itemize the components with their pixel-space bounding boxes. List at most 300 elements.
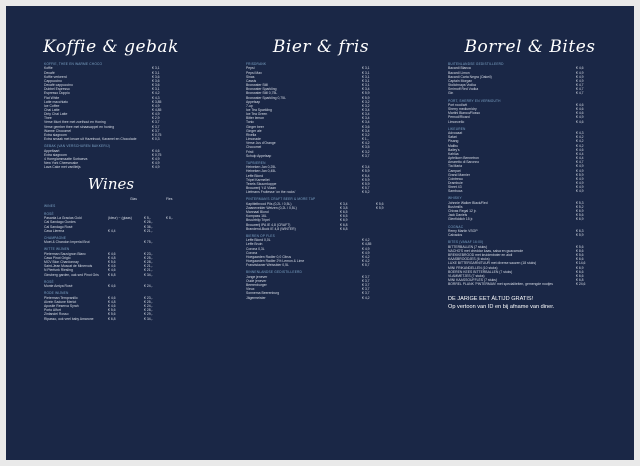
item-price: € 4,6 bbox=[108, 295, 116, 300]
item-name: VLAMMETJES (7 stuks) bbox=[448, 273, 485, 278]
section-heading: PINTERMAN'S CRAFT BEER & MORE TAP bbox=[246, 197, 316, 202]
item-name: Kapittelbrood Pils (0,2L / 0,5L) bbox=[246, 201, 292, 206]
item-name: Latte macchiato bbox=[44, 99, 68, 104]
item-price: € 6,8 bbox=[576, 278, 584, 282]
section-heading: GEBAK (VAN VERSCHUREN BAKKERIJ) bbox=[44, 144, 111, 149]
bier-title: Bier & fris bbox=[272, 37, 370, 57]
wines-col-fles: Fles bbox=[166, 197, 173, 202]
item-price: € 4,2 bbox=[362, 141, 370, 146]
item-price: € 5,6 bbox=[576, 253, 584, 258]
item-name: 7-up bbox=[246, 103, 253, 108]
item-name: Jack Daniels bbox=[448, 213, 468, 218]
item-name: Advocaat bbox=[448, 131, 463, 136]
item-price: € 6,8 bbox=[340, 222, 348, 227]
item-price: € 4,4 bbox=[576, 156, 584, 161]
menu-item-row bbox=[246, 227, 398, 231]
item-name: Jonge jenever bbox=[246, 274, 268, 279]
item-price: € 4,85 bbox=[362, 242, 372, 247]
item-name: Corona bbox=[246, 250, 258, 255]
item-price: € 25,- bbox=[144, 299, 153, 304]
item-price: € 4,6 bbox=[108, 264, 116, 269]
menu-item-row bbox=[246, 154, 398, 158]
item-name: New York Cheesecake bbox=[44, 161, 79, 166]
item-name: Campari bbox=[448, 168, 461, 173]
item-price: € 3,1 bbox=[152, 66, 160, 71]
item-name: Martini Bianco/Rosso bbox=[448, 111, 481, 116]
item-price: € 4,8 bbox=[108, 299, 116, 304]
item-name: Ice Coffee bbox=[44, 103, 60, 108]
item-price: € 4,2 bbox=[152, 91, 160, 96]
item-name: Calvados bbox=[448, 233, 463, 238]
item-name: Zinfandel Rosso bbox=[44, 312, 69, 317]
menu-item-row bbox=[44, 284, 188, 288]
item-name: Warme Chocomel bbox=[44, 128, 72, 133]
item-price: € 4,9 bbox=[152, 103, 160, 108]
item-name: Cassis bbox=[246, 78, 257, 83]
item-name: Hoegaarden Radler 2% Lemon & Lime bbox=[246, 259, 305, 264]
item-price: € 4,85 bbox=[152, 107, 162, 112]
item-price: € 4,9 bbox=[362, 250, 370, 255]
item-price: € 1,- bbox=[362, 137, 369, 142]
item-name: Bruulrtrilp Tripel bbox=[246, 218, 270, 223]
item-name: Bacardi Carta Negra (Oakeil) bbox=[448, 74, 492, 79]
item-name: BORREL PLANK 'PINTERMAN' met specialiteiten, gemengde nootjes bbox=[448, 282, 554, 287]
item-name: MCV Bion Chardonnay bbox=[44, 260, 79, 265]
item-price bbox=[166, 229, 188, 233]
item-price: € 75,- bbox=[144, 240, 153, 245]
item-price: € 5,9 bbox=[576, 172, 584, 177]
item-price: € 5,2 bbox=[362, 190, 370, 195]
item-name: 4 Horeglammaatte Sorbaeva bbox=[44, 156, 88, 161]
item-price: € 4,2 bbox=[576, 139, 584, 144]
column-koffie bbox=[6, 6, 216, 460]
item-name: Brouwerij IPA IE 4,8 (CRAFT) bbox=[246, 222, 291, 227]
item-name: Bronwater Still 0,75L bbox=[246, 91, 278, 96]
item-name: Monte Amiya Rosé bbox=[44, 284, 73, 289]
item-price: € 6,9 bbox=[576, 265, 584, 270]
item-name: N Pierfunk Riesling bbox=[44, 268, 73, 273]
item-price: (kleur) ~ (glaas) bbox=[108, 216, 132, 221]
item-price: € 4,7 bbox=[576, 160, 584, 165]
item-name: Smirnoff Red Vodka bbox=[448, 87, 479, 92]
menu-item-row bbox=[44, 240, 188, 244]
promo bbox=[426, 295, 634, 311]
section-heading: WHISKY bbox=[448, 196, 462, 201]
koffie-title: Koffie & gebak bbox=[43, 37, 179, 57]
item-name: Heineken Jan 0,45L bbox=[246, 169, 277, 174]
item-name: KAASBROODJES (6 stuks) bbox=[448, 257, 490, 262]
item-name: Drambuie bbox=[448, 180, 463, 185]
item-price bbox=[376, 227, 398, 231]
item-name: Limonade bbox=[246, 137, 261, 142]
bier-list bbox=[216, 62, 426, 300]
item-price: € 6,3 bbox=[576, 229, 584, 234]
item-name: Alvein Sadune Merlot bbox=[44, 299, 77, 304]
item-name: Tia Maria bbox=[448, 164, 463, 169]
item-price: € 3,1 bbox=[362, 83, 370, 88]
item-price: € 3,7 bbox=[362, 287, 370, 292]
item-price: € 4,9 bbox=[362, 246, 370, 251]
item-price: € 4,9 bbox=[576, 164, 584, 169]
item-price: € 4,9 bbox=[576, 180, 584, 185]
item-price: € 4,9 bbox=[152, 165, 160, 170]
item-name: Cappuccino bbox=[44, 78, 62, 83]
item-price: € 5,9 bbox=[576, 233, 584, 238]
item-name: Bronwater Still bbox=[246, 83, 268, 88]
item-name: Saint-Jean Muscat de Minervois bbox=[44, 264, 93, 269]
item-price: € 3,2 bbox=[362, 103, 370, 108]
item-name: Stolichnaya Vodka bbox=[448, 83, 476, 88]
column-bier bbox=[216, 6, 426, 460]
item-price: € 4,3 bbox=[576, 131, 584, 136]
item-price: € 3,1 bbox=[362, 66, 370, 71]
item-name: Apostle Reserva Syrah bbox=[44, 304, 79, 309]
item-price: € 3,6 bbox=[152, 78, 160, 83]
item-name: Thee bbox=[44, 116, 52, 121]
item-name: Vieux bbox=[246, 287, 255, 292]
item-price: € 34,- bbox=[144, 272, 153, 277]
item-name: Bailey's bbox=[448, 147, 460, 152]
item-price: € 3,7 bbox=[152, 128, 160, 133]
wines-title: Wines bbox=[87, 175, 135, 194]
item-price: € 4,2 bbox=[362, 238, 370, 243]
item-name: Jägermeister bbox=[246, 295, 266, 300]
menu-item-row bbox=[448, 233, 612, 237]
item-price: € 5,6 bbox=[376, 201, 384, 206]
item-price: € 3,5 bbox=[362, 145, 370, 150]
item-name: Dirty Chai Latte bbox=[44, 112, 68, 117]
item-name: Ginger ale bbox=[246, 128, 262, 133]
item-price: € 4,6 bbox=[108, 304, 116, 309]
item-name: Chivas Regal 12 jr. bbox=[448, 209, 477, 214]
menu-item-row bbox=[448, 91, 612, 95]
item-name: Safari bbox=[448, 135, 457, 140]
section-heading: BINNENLANDSE GEDISTILLEERD bbox=[246, 270, 303, 275]
menu-item-row bbox=[246, 263, 398, 267]
item-name: BREKKEBROOD met kruidenboter en aioli bbox=[448, 253, 513, 258]
item-name: Apfelkorn Bennetron bbox=[448, 156, 479, 161]
section-heading: PORT, SHERRY EN VERMOUTH bbox=[448, 98, 501, 103]
item-name: Schulp Appelsap bbox=[246, 153, 272, 158]
item-price: € 4,7 bbox=[576, 91, 584, 96]
item-price: € 0,3 bbox=[152, 137, 160, 142]
item-price: € 5,6 bbox=[108, 312, 116, 317]
item-price: € 25,- bbox=[144, 255, 153, 260]
item-price: € 29,- bbox=[144, 312, 153, 317]
item-name: Pieterman Sauvignon Blanc bbox=[44, 251, 86, 256]
item-price: € 4,8 bbox=[108, 255, 116, 260]
item-name: BITTERBALLEN (7 stuks) bbox=[448, 244, 488, 249]
item-price: € 5,6 bbox=[576, 213, 584, 218]
item-price: € 4,9 bbox=[576, 168, 584, 173]
item-name: Tonic bbox=[246, 120, 254, 125]
item-name: Sherry medium/dry bbox=[448, 107, 477, 112]
item-price: € 3,7 bbox=[362, 278, 370, 283]
item-name: Sinas bbox=[246, 74, 255, 79]
menu-item-row bbox=[44, 229, 188, 233]
menu-item-row bbox=[246, 296, 398, 300]
item-price: € 3,4 bbox=[340, 201, 348, 206]
item-name: Espresso Doppio bbox=[44, 91, 70, 96]
item-name: Liefmans Fruitesse 'on the rocks' bbox=[246, 190, 296, 195]
item-name: Flat White bbox=[44, 95, 60, 100]
item-price: € 3,1 bbox=[152, 87, 160, 92]
item-price: € 5,7 bbox=[362, 186, 370, 191]
item-price: € 4,6 bbox=[576, 66, 584, 71]
item-name: Port rood/wit bbox=[448, 102, 468, 107]
item-name: Corona 0,3L bbox=[246, 246, 265, 251]
item-name: Decafé cappuccino bbox=[44, 83, 73, 88]
item-price: € 8,- bbox=[166, 216, 173, 221]
section-heading: LIKEUREN bbox=[448, 126, 466, 131]
item-price: € 3,4 bbox=[362, 128, 370, 133]
menu-sheet bbox=[6, 6, 634, 460]
item-price: € 4,7 bbox=[576, 87, 584, 92]
wines-header bbox=[44, 197, 188, 201]
item-price: € 3,2 bbox=[362, 99, 370, 104]
item-name: Verse Jus d'Orange bbox=[246, 141, 276, 146]
promo-line-2: Op vertoon van ID en bij afname van diner. bbox=[448, 304, 555, 311]
item-name: Grand Marnier bbox=[448, 172, 470, 177]
section-heading: BIEREN OP FLES bbox=[246, 233, 275, 238]
item-name: Pepsi Max bbox=[246, 70, 262, 75]
item-price: € 3,2 bbox=[362, 132, 370, 137]
item-price: € 8,6 bbox=[576, 248, 584, 253]
item-price: € 14,6 bbox=[576, 261, 586, 266]
item-price: € 0,75 bbox=[152, 152, 162, 157]
item-price bbox=[166, 273, 188, 277]
item-name: Leffe Bruin bbox=[246, 242, 263, 247]
section-heading: TAPBIEREN bbox=[246, 160, 266, 165]
item-price: € 4,3 bbox=[152, 95, 160, 100]
item-price: € 4,2 bbox=[362, 254, 370, 259]
item-name: Gin bbox=[448, 91, 454, 96]
menu-item-row bbox=[44, 137, 188, 141]
section-heading: ROSÉ bbox=[44, 279, 54, 284]
item-name: Sheet 43 bbox=[448, 185, 462, 190]
item-name: Ice Tea Sparkling bbox=[246, 107, 272, 112]
item-price: € 4,6 bbox=[576, 102, 584, 107]
item-price: € 3,4 bbox=[362, 107, 370, 112]
item-name: Leffe Blond 0,0L bbox=[246, 238, 271, 243]
section-heading: CHAMPAGNE bbox=[44, 235, 67, 240]
item-price: € 3,7 bbox=[362, 283, 370, 288]
item-name: Remy Martin VSOP bbox=[448, 229, 478, 234]
item-name: Malibu bbox=[448, 143, 458, 148]
menu-item-row bbox=[246, 190, 398, 194]
item-price: € 3,1 bbox=[152, 70, 160, 75]
item-name: Franziskaner Weissbier 0,5L bbox=[246, 263, 289, 268]
item-price: € 24,- bbox=[144, 284, 153, 289]
item-name: MINI FRIKANDELLEN (10 stuks) bbox=[448, 265, 498, 270]
item-price: € 4,9 bbox=[576, 185, 584, 190]
item-price: € 4,9 bbox=[152, 156, 160, 161]
borrel-list bbox=[426, 62, 634, 286]
item-price: € 36,- bbox=[144, 224, 153, 229]
item-name: Cointreau bbox=[448, 176, 463, 181]
item-price: € 3,1 bbox=[362, 70, 370, 75]
menu-item-row bbox=[448, 217, 612, 221]
item-name: Extra slagroom bbox=[44, 152, 67, 157]
item-name: Kompass 16L bbox=[246, 214, 267, 219]
item-price bbox=[166, 240, 188, 244]
item-name: Lava Cake met vanilleijs bbox=[44, 165, 81, 170]
item-name: Captain Morgan bbox=[448, 78, 473, 83]
item-price: € 23,- bbox=[144, 251, 153, 256]
item-name: Pepsi bbox=[246, 66, 255, 71]
item-price: € 5,9 bbox=[362, 181, 370, 186]
section-heading: BITES (VANAF 16:00) bbox=[448, 240, 484, 245]
item-price: € 5,7 bbox=[362, 263, 370, 268]
item-price: € 6,8 bbox=[108, 272, 116, 277]
item-price: € 4,2 bbox=[576, 143, 584, 148]
item-name: Sonnema Beerenburg bbox=[246, 291, 280, 296]
item-price: € 3,4 bbox=[362, 87, 370, 92]
item-name: Ripasso, ook veel baby Amarone bbox=[44, 316, 94, 321]
item-price: € 6,8 bbox=[340, 226, 348, 231]
item-price: € 4,9 bbox=[576, 189, 584, 194]
item-name: Bacardi Limon bbox=[448, 70, 470, 75]
item-price: € 3,4 bbox=[362, 112, 370, 117]
promo-line-1: DE JARIGE EET ÁLTIJD GRATIS! bbox=[448, 296, 534, 303]
item-price: € 4,6 bbox=[108, 284, 116, 289]
item-name: Dubbel Espresso bbox=[44, 87, 70, 92]
item-price: € 5,9 bbox=[362, 169, 370, 174]
item-name: Heineken Jan 0,25L bbox=[246, 165, 277, 170]
item-price: € 5,4 bbox=[362, 173, 370, 178]
item-name: Pisang bbox=[448, 139, 459, 144]
item-name: Appeltaart bbox=[44, 148, 60, 153]
item-price: € 4,9 bbox=[576, 70, 584, 75]
item-price: € 4,6 bbox=[576, 119, 584, 124]
item-name: Appelsap bbox=[246, 99, 261, 104]
item-price: € 3,1 bbox=[362, 74, 370, 79]
item-name: Limoncello bbox=[448, 119, 465, 124]
item-price: € 5,9 bbox=[362, 177, 370, 182]
item-name: MINI KAASSOUFFLÉS (7 stuks) bbox=[448, 278, 497, 282]
item-price: € 3,1 bbox=[362, 78, 370, 83]
item-price: € 4,9 bbox=[152, 161, 160, 166]
item-price bbox=[108, 240, 144, 244]
section-heading: BUITENLANDSE GEDISTILLEERD bbox=[448, 62, 504, 66]
item-name: Extra slagroom bbox=[44, 132, 67, 137]
item-price: € 28,- bbox=[144, 260, 153, 265]
item-price: € 4,4 bbox=[576, 151, 584, 156]
item-name: Decafé bbox=[44, 70, 55, 75]
item-name: Porto Alfort bbox=[44, 308, 61, 313]
item-price: € 24,6 bbox=[576, 282, 586, 287]
item-name: Kahlúa bbox=[448, 151, 459, 156]
item-price bbox=[166, 284, 188, 288]
section-heading: FRISDRANK bbox=[246, 62, 267, 66]
item-price: € 26,- bbox=[144, 220, 153, 225]
item-price: € 2,9 bbox=[152, 116, 160, 121]
item-price: € 5,9 bbox=[362, 95, 370, 100]
item-price: € 5,9 bbox=[376, 205, 384, 210]
item-name: Bacardi Blanca bbox=[448, 66, 471, 71]
item-name: Moet & Chandon Imperial Brut bbox=[44, 240, 90, 245]
wines-col-glas: Glas bbox=[130, 197, 137, 202]
borrel-title: Borrel & Bites bbox=[464, 37, 596, 57]
item-name: Cal Sandago Gurdes bbox=[44, 220, 76, 225]
item-price: € 4,6 bbox=[576, 147, 584, 152]
column-borrel bbox=[426, 6, 634, 460]
item-price: € 4,9 bbox=[576, 115, 584, 120]
section-heading: COGNAC bbox=[448, 224, 464, 229]
item-name: Beerenburger bbox=[246, 283, 267, 288]
item-price: € 21,- bbox=[144, 264, 153, 269]
item-name: Pieterman Tempranillo bbox=[44, 295, 78, 300]
item-price: € 21,- bbox=[144, 268, 153, 273]
item-name: Extra smaak met keuze uit Hazelnoot, Karamel en Chocolade bbox=[44, 137, 137, 142]
item-price: € 4,2 bbox=[362, 295, 370, 300]
item-price: € 3,4 bbox=[362, 165, 370, 170]
item-price: € 6,9 bbox=[576, 217, 584, 222]
item-price: € 5,6 bbox=[108, 260, 116, 265]
item-price: € 6,8 bbox=[108, 316, 116, 321]
item-price: € 4,6 bbox=[108, 251, 116, 256]
item-price: € 4,9 bbox=[576, 176, 584, 181]
item-price: € 5,3 bbox=[576, 200, 584, 205]
item-price bbox=[166, 317, 188, 321]
item-price: € 0,75 bbox=[152, 132, 162, 137]
item-price: € 4,6 bbox=[576, 107, 584, 112]
item-price: € 21,- bbox=[144, 228, 153, 233]
item-name: Pasanla La Gracias Gold bbox=[44, 216, 82, 221]
item-price: € 23,- bbox=[144, 295, 153, 300]
item-price: € 28,- bbox=[144, 308, 153, 313]
item-price: € 3,2 bbox=[362, 149, 370, 154]
section-heading: ROSÉ bbox=[44, 211, 54, 216]
item-price: € 3,7 bbox=[152, 120, 160, 125]
item-price: € 5,- bbox=[144, 216, 151, 221]
menu-item-row bbox=[44, 165, 188, 169]
item-name: Bitter lemon bbox=[246, 116, 265, 121]
section-heading: WINES bbox=[44, 204, 56, 209]
item-name: Ginsberg garden, oak sed Pinot Gris bbox=[44, 272, 99, 277]
item-price: € 4,2 bbox=[576, 135, 584, 140]
item-name: Brandend-Buck IE 4,8 (WINTER) bbox=[246, 226, 296, 231]
item-name: NACHO'S met cheddar kaas, salsa en guacamole bbox=[448, 248, 524, 253]
item-name: Johnnie Walker Black/Red bbox=[448, 200, 488, 205]
item-price: € 3,6 bbox=[362, 124, 370, 129]
item-name: Zwanevelder Weizen (0,2L / 0,5L) bbox=[246, 205, 297, 210]
item-price: € 3,7 bbox=[362, 291, 370, 296]
item-name: Mannaal Blond bbox=[246, 210, 269, 215]
item-name: Bronwater Sparkling 0,75L bbox=[246, 95, 286, 100]
item-name: Brouwerij 't IJ Vlaan bbox=[246, 186, 276, 191]
item-name: Oude jenever bbox=[246, 278, 267, 283]
item-name: Tripel Karmeliet bbox=[246, 177, 270, 182]
item-price: € 34,- bbox=[144, 316, 153, 321]
item-price: € 5,6 bbox=[576, 244, 584, 249]
item-name: Rivella bbox=[246, 132, 257, 137]
item-price: € 6,6 bbox=[576, 273, 584, 278]
item-name: Casa Pinot Grigio bbox=[44, 255, 71, 260]
item-price: € 5,2 bbox=[576, 205, 584, 209]
item-price: € 3,7 bbox=[152, 124, 160, 129]
item-price: € 3,7 bbox=[362, 274, 370, 279]
item-price: € 3,7 bbox=[362, 153, 370, 158]
item-price: € 6,5 bbox=[340, 214, 348, 219]
item-price: € 4,9 bbox=[576, 78, 584, 83]
item-name: Koffie verkeerd bbox=[44, 74, 67, 79]
item-name: Chai Latte bbox=[44, 107, 60, 112]
item-price: € 4,2 bbox=[362, 259, 370, 264]
item-price: € 3,6 bbox=[152, 74, 160, 79]
item-price: € 6,9 bbox=[576, 209, 584, 214]
item-price: € 6,5 bbox=[340, 210, 348, 215]
